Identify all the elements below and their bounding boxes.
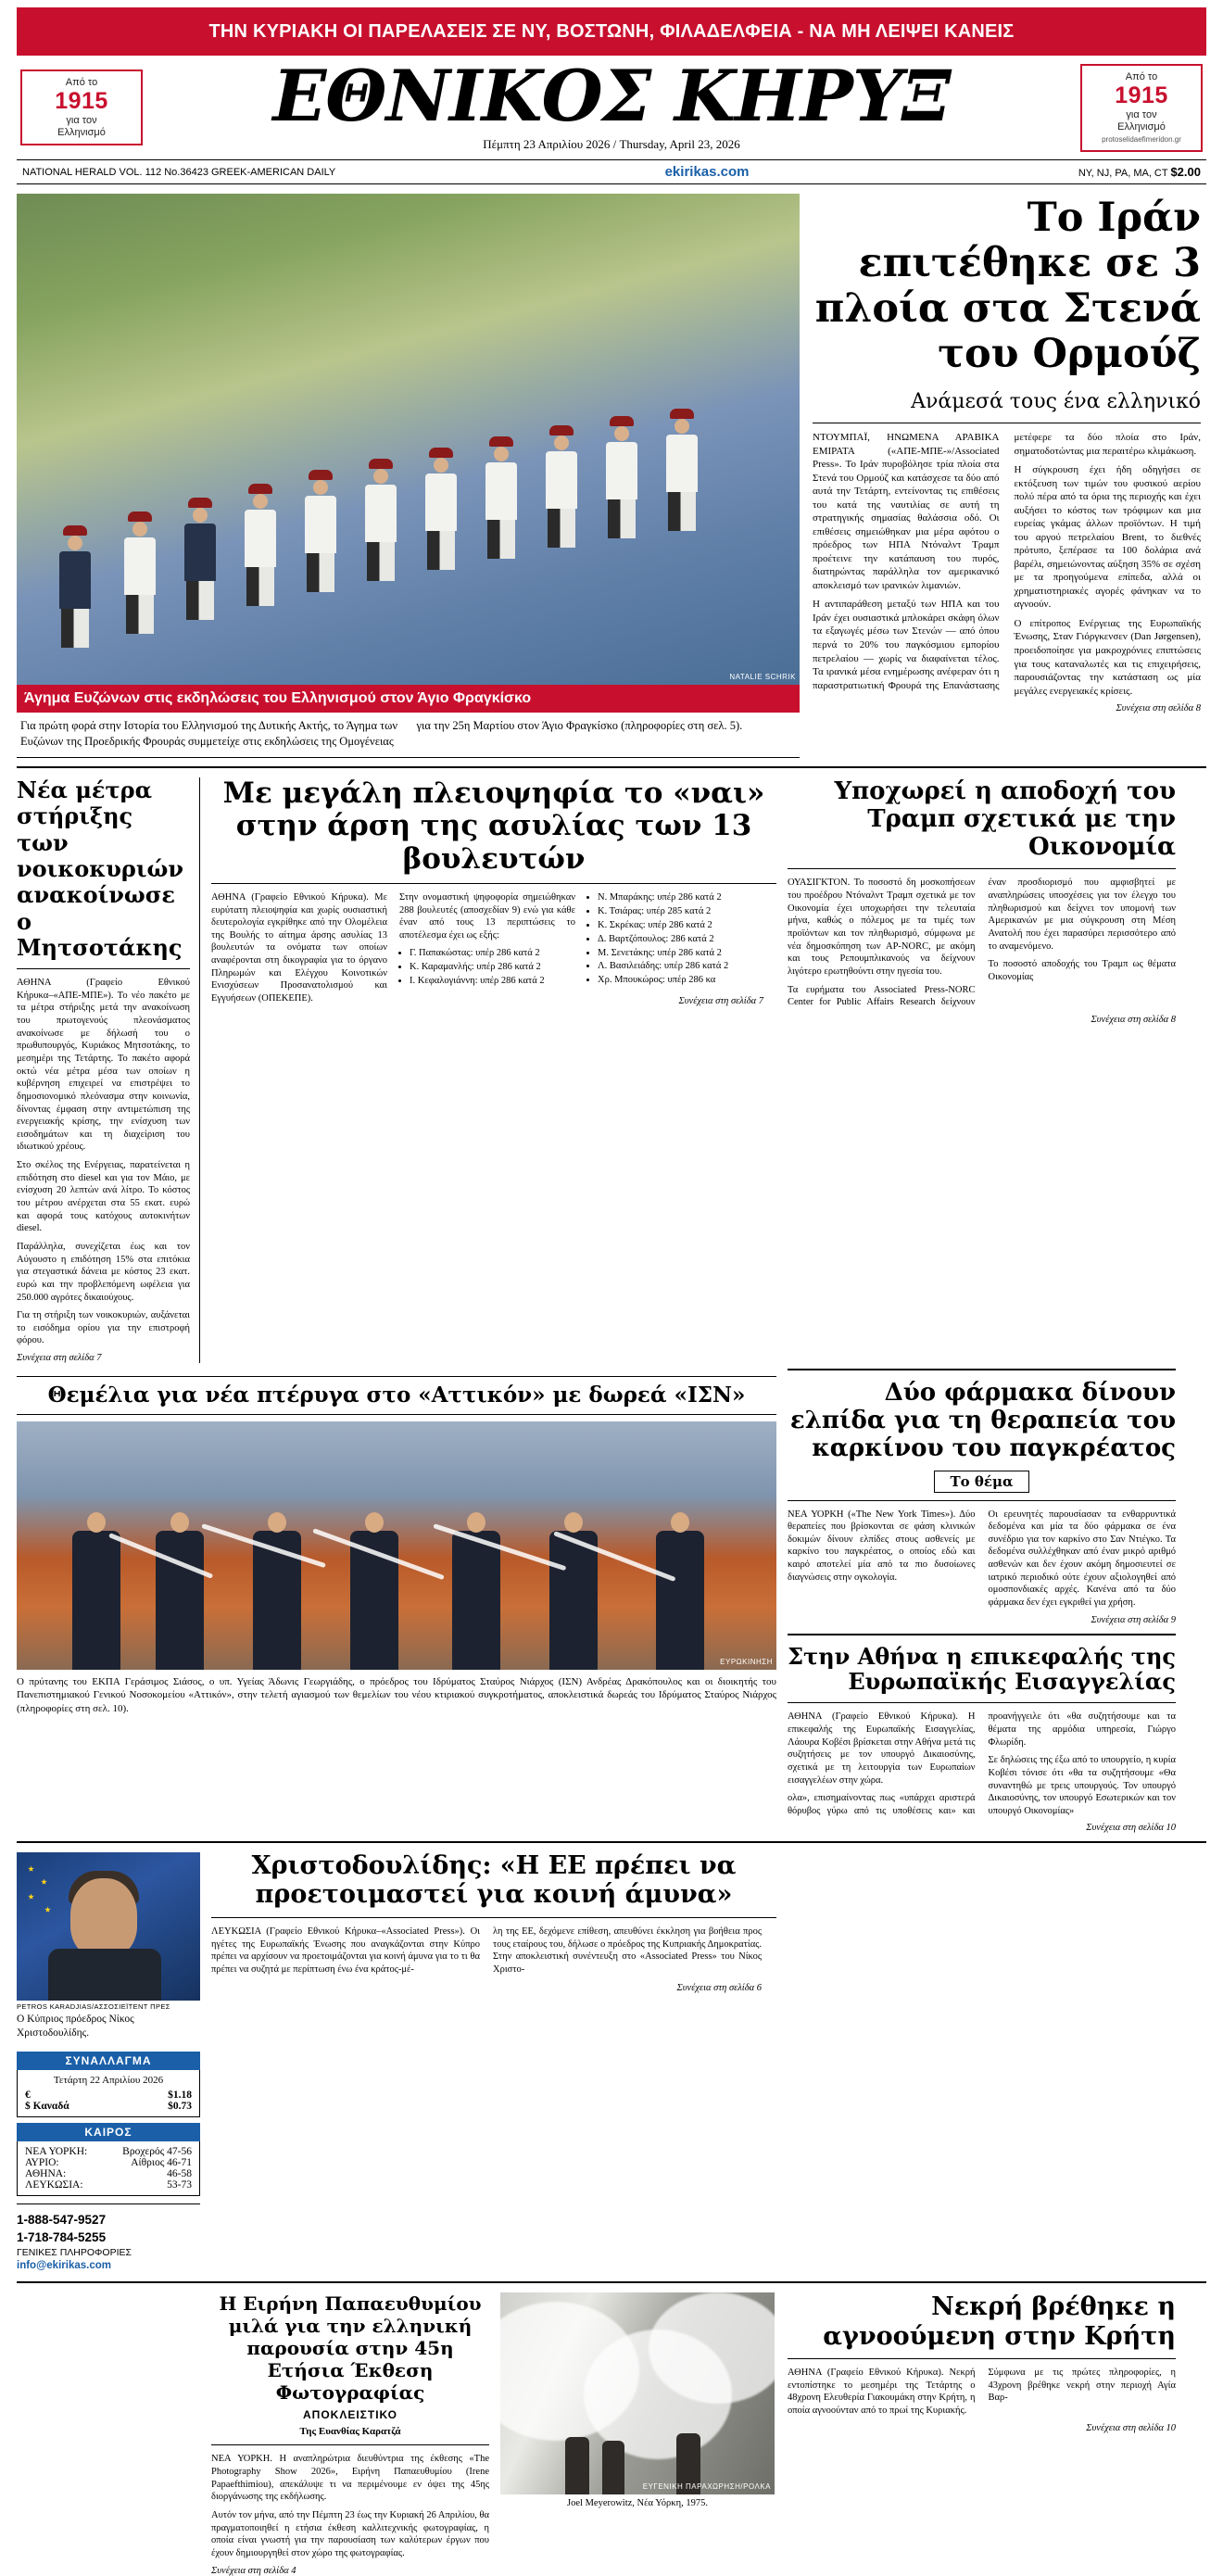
- exchange-value-0: $1.18: [168, 2090, 192, 2102]
- exchange-label-0: €: [25, 2090, 31, 2102]
- table-row: [25, 2168, 192, 2179]
- since-left-for: για τον: [66, 115, 97, 127]
- lead-photo: [17, 194, 800, 685]
- top-promo-banner: [17, 7, 1206, 56]
- iran-subhead: Ανάμεσά τους ένα ελληνικό: [813, 390, 1201, 423]
- since-right-year: 1915: [1115, 82, 1168, 109]
- since-box-right: [1080, 64, 1203, 152]
- photography-photo-caption: Joel Meyerowitz, Νέα Υόρκη, 1975.: [567, 2498, 708, 2509]
- issue-date: Πέμπτη 23 Απριλίου 2026 / Thursday, April 23, 2026: [483, 137, 740, 152]
- contact-phone-1[interactable]: 1-888-547-9527: [17, 2213, 107, 2228]
- eisaggelia-body: [788, 1711, 1176, 1817]
- weather-value-3: 53-73: [167, 2179, 192, 2191]
- photography-byline: Της Ευανθίας Καρατζά: [299, 2426, 401, 2438]
- mitsotakis-para-1: ΑΘΗΝΑ (Γραφείο Εθνικού Κήρυκα–«ΑΠΕ-ΜΠΕ»). Το νέο πακέτο με τα μέτρα στήριξης μετά την ανακοίνωση του πρωτογενούς πλεονάσματος ανακοίνωσε με δήλωσή του ο πρωθυπουργός, Κυριάκος Μητσοτάκης, το μεσημέρι της Τετάρτης. Το πακέτο αφορά οκτώ νέα μέτρα μέσα των οποίων η κυβέρνηση επιχειρεί να επιστρέψει το δημοσιονομικό πλεόνασμα στην κοινωνία, δίνοντας έμφαση στην αντιμετώπιση της ενεργειακής κρίσης, την ενίσχυση των εισοδημάτων και τη διαχείριση του ιδιωτικού χρέους.: [17, 978, 190, 1153]
- since-left-year: 1915: [55, 88, 108, 115]
- kriti-story: [788, 2292, 1176, 2575]
- price-amount: $2.00: [1170, 165, 1201, 180]
- asylia-col-1: [211, 891, 387, 1008]
- christodoulides-headline: Χριστοδουλίδης: «Η ΕΕ πρέπει να προετοιμαστεί για κοινή άμυνα»: [251, 1851, 737, 1910]
- weather-city-3: ΛΕΥΚΩΣΙΑ:: [25, 2179, 83, 2191]
- photography-body: [211, 2453, 489, 2559]
- isn-headline: Θεμέλια για νέα πτέρυγα στο «Αττικόν» με δωρεά «ΙΣΝ»: [17, 1376, 776, 1415]
- mitsotakis-body: [17, 977, 190, 1347]
- kyprios-photo-caption: Ο Κύπριος πρόεδρος Νίκος Χριστοδουλίδης.: [17, 2014, 134, 2039]
- pancreas-body: [788, 1509, 1176, 1610]
- photography-photo-credit: ΕΥΓΕΝΙΚΗ ΠΑΡΑΧΩΡΗΣΗ/ΡΟΛΚΑ: [642, 2482, 771, 2492]
- masthead: [17, 56, 1206, 154]
- pancreas-para-1: ΝΕΑ ΥΟΡΚΗ («The New York Times»). Δύο θεραπείες που βρίσκονται σε φάση κλινικών δοκιμών δίνουν ελπίδες στους ασθενείς με καρκίνο του παγκρέατος, ο οποίος εδώ και καιρό αποτελεί μία από τα πιο δυσοίωνες διαγνώσεις στην ογκολογία.: [788, 1509, 976, 1583]
- christodoulides-col-2: [493, 1926, 762, 1994]
- kriti-para-1: ΑΘΗΝΑ (Γραφείο Εθνικού Κήρυκα). Νεκρή εντοπίστηκε το μεσημέρι της Τετάρτης ο 48χρονη Ελευθερία Γιακουμάκη στην Κρήτη, η οποία αγνοούνταν από το πρωί της Κυριακής.: [788, 2368, 976, 2416]
- trump-econ-para-2: Τα ευρήματα του Associated Press-NORC Center for Public Affairs Research δείχνουν έναν προσδιορισμό που αμφισβητεί με αναπληρώσεις υποσχέσεις για τον έλεγχο του πληθωρισμού και δείχνει τον υπομονή των Αμερικανών με μια σύγκρουση στη Μέση Ανατολή που έχει παρασύρει περισσότερο από το αναμενόμενο.: [788, 878, 1176, 1008]
- christodoulides-para-1: ΛΕΥΚΩΣΙΑ (Γραφείο Εθνικού Κήρυκα–«Associated Press»). Οι ηγέτες της Ευρωπαϊκής Ένωσης που αναγκάζονται στην Κύπρο πρέπει να αρχίσουν να προετοιμάζονται για κοινή άμυνα για το τι θα πρέπει να συζητά με περίπτωση ένω ένα κράτος-μέ-: [211, 1926, 480, 1975]
- weather-city-2: ΑΘΗΝΑ:: [25, 2168, 67, 2180]
- isn-photo: [17, 1421, 776, 1670]
- trump-econ-para-1: ΟΥΑΣΙΓΚΤΟΝ. Το ποσοστό δη μοσκοπήσεων του προέδρου Ντόναλντ Τραμπ σχετικά με τον Οικονομία έχει υποχωρήσει την τελευταία μήνα, καθώς ο πόλεμος με τα τιμές των προϊόντων και τον πληθωρισμό, σύμφωνα με νέα δημοσκόπηση των AP-NORC, με ακόμη και τους Ρεπουμπλικανούς να δείχνουν λιγότερο ερωτηθούντι στην ηγεσία του.: [788, 878, 976, 977]
- exchange-value-1: $0.73: [168, 2101, 192, 2113]
- exchange-date: Τετάρτη 22 Απριλίου 2026: [53, 2075, 164, 2087]
- iran-headline: Το Ιράν επιτέθηκε σε 3 πλοία στα Στενά του Ορμούζ: [814, 195, 1201, 378]
- pancreas-continue[interactable]: Συνέχεια στη σελίδα 9: [1091, 1614, 1176, 1625]
- weather-city-0: ΝΕΑ ΥΟΡΚΗ:: [25, 2146, 88, 2158]
- isn-photo-credit: ΕΥΡΩΚΙΝΗΣΗ: [720, 1657, 773, 1666]
- table-row: [25, 2157, 192, 2168]
- table-row: [25, 2179, 192, 2191]
- asylia-continue[interactable]: Συνέχεια στη σελίδα 7: [678, 996, 763, 1007]
- mid-section: [17, 777, 1206, 1363]
- bottom-left-spacer: [17, 2292, 200, 2575]
- kyprios-photo-block: [17, 1852, 200, 2273]
- eisaggelia-para-2: ολα», επισημαίνοντας πως «υπάρχει αριστερά θόρυβος γύρω από τις υποθέσεις και» και προανήγγειλε ότι «θα συζητήσουμε και τα θέματα της αρμόδια υπηρεσία, Γιώργο Φλωρίδη.: [788, 1711, 1176, 1816]
- asylia-bullets-left: [399, 947, 575, 989]
- newspaper-page: [0, 7, 1223, 2576]
- weather-city-1: ΑΥΡΙΟ:: [25, 2157, 59, 2169]
- photography-para-2: Αυτόν τον μήνα, από την Πέμπτη 23 έως την Κυριακή 26 Απριλίου, θα πραγματοποιηθεί η ετήσια έκθεση καλλιτεχνικής φωτογραφίας, η οποία είναι γνωστή για την παρουσίαση των καλύτερων έργων που έχουν δημιουργηθεί στον χώρο της φωτογραφίας.: [211, 2510, 489, 2558]
- lead-photo-credit: NATALIE SCHRIK: [729, 673, 796, 682]
- table-row: [25, 2090, 192, 2101]
- eisaggelia-continue[interactable]: Συνέχεια στη σελίδα 10: [1086, 1823, 1176, 1834]
- lower-section: [17, 1852, 1206, 2273]
- trump-economy-continue[interactable]: Συνέχεια στη σελίδα 8: [1091, 1014, 1176, 1025]
- pancreas-para-2: Οι ερευνητές παρουσίασαν τα ενθαρρυντικά δεδομένα και μία τα δύο φάρμακα σε ένα συνέδριο για τον καρκίνο στο Σαν Ντιέγκο. Τα δεδομένα συλλέχθηκαν από έναν μικρό αριθμό ασθενών και δεν έχουν ακόμη δημοσιευτεί σε ιατρικό περιοδικό ούτε έχουν αξιολογηθεί από ομοσπονδιακές αρχές. Κανένα από τα δύο φάρμακα δεν έχει εγκριθεί για χρήση.: [988, 1509, 1176, 1609]
- eisaggelia-para-1: ΑΘΗΝΑ (Γραφείο Εθνικού Κήρυκα). Η επικεφαλής της Ευρωπαϊκής Εισαγγελίας, Λάουρα Κοβέσι βρίσκεται στην Αθήνα μετά τις συζητήσεις με τον υπουργό Δικαιοσύνης, σχετικά με τη λειτουργία των Ευρωπαίων εισαγγελέων στην χώρα.: [788, 1711, 976, 1786]
- iran-para-3: Η σύγκρουση έχει ήδη οδηγήσει σε εκτόξευση των τιμών του φυσικού αερίου πολύ πέρα από τα όρια της περιοχής και έχει αυξήσει το κόστος των τρόφιμων και μια ευρείας γκάμας άλλων προϊόντων. Η τιμή του αργού πετρελαίου Brent, το διεθνές πρότυπο, ξεπέρασε τα 100 δολάρια ανά βαρέλι, σημειώνοντας αύξηση 35% σε σχέση με τα προηγούμενα επίπεδα, αλλά οι χρηματιστηριακές αγορές φάνηκαν να το αγνοούν.: [1014, 464, 1201, 611]
- lead-photo-column: [17, 194, 800, 758]
- iran-continue[interactable]: Συνέχεια στη σελίδα 8: [1116, 703, 1201, 714]
- weather-value-1: Αίθριος 46-71: [131, 2157, 192, 2169]
- weather-value-2: 46-58: [167, 2168, 192, 2180]
- photography-text-block: [211, 2292, 489, 2575]
- mitsotakis-story: [17, 777, 200, 1363]
- iran-story: [813, 194, 1201, 758]
- volume-info: NATIONAL HERALD VOL. 112 No.36423 GREEK-AMERICAN DAILY: [22, 166, 336, 178]
- weather-value-0: Βροχερός 47-56: [122, 2146, 192, 2158]
- list-item: • Κ. Σκρέκας: υπέρ 286 κατά 2: [598, 919, 763, 933]
- info-bar: [17, 159, 1206, 184]
- iran-para-4: Ο επίτροπος Ενέργειας της Ευρωπαϊκής Ένωσης, Σταν Γιόργκενσεν (Dan Jørgensen), προειδοποίησε για μακροχρόνιες επιπτώσεις για τους καταναλωτές και τις επιχειρήσεις, παρουσιάζοντας την κατάσταση ως μία μεγάλες ενεργειακές κρίσεις.: [1014, 617, 1201, 697]
- list-item: • Λ. Βασιλειάδης: υπέρ 286 κατά 2: [598, 960, 763, 974]
- since-box-left: [20, 69, 143, 146]
- list-item: • Ι. Κεφαλογιάννη: υπέρ 286 κατά 2: [410, 975, 575, 989]
- price-info: [1078, 165, 1201, 179]
- asylia-bullets-right: [587, 891, 763, 988]
- iran-para-2: Η αντιπαράθεση μεταξύ των ΗΠΑ και του Ιράν έχει ουσιαστικά μπλοκάρει σκάφη όλων τα εξαγωγές μέσω των Στενών — από όπου περνά το 20% του παγκόσμιου εμπορίου πετρελαίου — χωρίς να διαφαίνεται τέλος. Τα ιρανικά μέσα ενημέρωσης ανέφεραν ότι η παραστρατιωτική Φρουρά της Επανάστασης μετέφερε τα δύο πλοία στο Ιράν, σηματοδοτώντας μια περαιτέρω κλιμάκωση.: [813, 432, 1201, 691]
- exchange-box: [17, 2070, 200, 2117]
- top-promo-text: ΤΗΝ ΚΥΡΙΑΚΗ ΟΙ ΠΑΡΕΛΑΣΕΙΣ ΣΕ ΝΥ, ΒΟΣΤΩΝΗ, ΦΙΛΑΔΕΛΦΕΙΑ - ΝΑ ΜΗ ΛΕΙΨΕΙ ΚΑΝΕΙΣ: [208, 20, 1015, 42]
- exchange-box-title: ΣΥΝΑΛΛΑΓΜΑ: [17, 2052, 200, 2070]
- list-item: • Κ. Τσιάρας: υπέρ 285 κατά 2: [598, 905, 763, 919]
- weather-box: [17, 2141, 200, 2196]
- christodoulides-col-1: [211, 1926, 480, 1994]
- trump-econ-para-3: Το ποσοστό αποδοχής του Τραμπ ως θέματα Οικονομίας: [988, 959, 1176, 982]
- mitsotakis-para-2: Στο σκέλος της Ενέργειας, παρατείνεται η επιδότηση στο diesel και για τον Μάιο, με ενίσχυση 20 λεπτών ανά λίτρο. Το κόστος του μέτρου ανέρχεται στα 55 εκατ. ευρώ και αφορά τους κατόχους αυτοκινήτων diesel.: [17, 1160, 190, 1234]
- photography-para-1: ΝΕΑ ΥΟΡΚΗ. Η αναπληρώτρια διευθύντρια της έκθεσης «The Photography Show 2026», Ειρήνη Παπαευθυμίου (Irene Papaefthimiou), απεκάλυψε τι να περιμένουμε εν όψει της 45ης διοργάνωσης της εκδήλωσης.: [211, 2454, 489, 2503]
- iran-para-1: ΝΤΟΥΜΠΑΪ, ΗΝΩΜΕΝΑ ΑΡΑΒΙΚΑ ΕΜΙΡΑΤΑ («ΑΠΕ-ΜΠΕ-»/Associated Press». Το Ιράν πυροβόλησε τρία πλοία στα Στενά του Ορμούζ και κατάσχεσε τα δύο από αυτά την Τετάρτη, εντείνοντας τις επιθέσεις του κατά της ναυτιλίας σε αυτή τη στρατηγικής σημασίας θαλάσσια οδό. Οι επιθέσεις σημειώθηκαν μια μέρα αφότου ο πρόεδρος των ΗΠΑ Ντόναλντ Τραμπ προέτεινε την κατάπαυση του πυρός, διατηρώντας παράλληλα τον αμερικανικό αποκλεισμό των ιρανικών λιμανιών.: [813, 432, 1000, 591]
- website-link[interactable]: ekirikas.com: [664, 164, 750, 181]
- lower-right-spacer: [788, 1852, 1176, 2273]
- since-left-from: Από το: [65, 76, 98, 88]
- contact-label: ΓΕΝΙΚΕΣ ΠΛΗΡΟΦΟΡΙΕΣ: [17, 2246, 132, 2258]
- photography-headline: Η Ειρήνη Παπαευθυμίου μιλά για την ελληνική παρουσία στην 45η Ετήσια Έκθεση Φωτογραφίας: [219, 2292, 482, 2405]
- table-row: [25, 2101, 192, 2112]
- asylia-story: [211, 777, 776, 1363]
- list-item: • Κ. Καραμανλής: υπέρ 286 κατά 2: [410, 961, 575, 975]
- kriti-body: [788, 2367, 1176, 2418]
- photography-photo-block: [500, 2292, 775, 2575]
- list-item: • Δ. Βαρτζόπουλος: 286 κατά 2: [598, 933, 763, 947]
- pancreas-headline: Δύο φάρμακα δίνουν ελπίδα για τη θεραπεία του καρκίνου του παγκρέατος: [789, 1379, 1176, 1463]
- isn-photo-caption: Ο πρύτανης του ΕΚΠΑ Γεράσιμος Σιάσος, ο υπ. Υγείας Άδωνις Γεωργιάδης, ο πρόεδρος του Ιδρύματος Σταύρος Νιάρχος (ΙΣΝ) Ανδρέας Δρακόπουλος και οι διοικητής του Πανεπιστημιακού Γενικού Νοσοκομείου «Αττικόν», στην τελετή αγιασμού των θεμελίων του νέου κτιριακού συγκροτήματος, αποκλειστικά δωρεάς του Ιδρύματος Σταύρος Νιάρχος (πληροφορίες στη σελ. 10).: [17, 1675, 776, 1715]
- mitsotakis-continue[interactable]: Συνέχεια στη σελίδα 7: [17, 1353, 102, 1364]
- photography-photo: [500, 2292, 775, 2494]
- kyprios-photo: [17, 1852, 200, 2001]
- exclusive-badge: ΑΠΟΚΛΕΙΣΤΙΚΟ: [303, 2408, 397, 2422]
- photography-continue[interactable]: Συνέχεια στη σελίδα 4: [211, 2565, 296, 2576]
- mitsotakis-headline: Νέα μέτρα στήριξης των νοικοκυριών ανακοίνωσε ο Μητσοτάκης: [17, 776, 183, 961]
- asylia-para-1: ΑΘΗΝΑ (Γραφείο Εθνικού Κήρυκα). Με ευρύτατη πλειοψηφία και χωρίς ουσιαστική δευτερολογία εγκρίθηκε από την Ολομέλεια της Βουλής το αίτημα άρσης ασυλίας 13 βουλευτών τα ονόματα των οποίων αναφέρονται στη δικογραφία για το όργανο Πληρωμών και Ελέγχου Κοινοτικών Ενισχύσεων Προσανατολισμού και Εγγυήσεων (ΟΠΕΚΕΠΕ).: [211, 891, 387, 1004]
- kriti-continue[interactable]: Συνέχεια στη σελίδα 10: [1086, 2422, 1176, 2433]
- asylia-col-3: [587, 891, 763, 1008]
- list-item: • Χρ. Μπουκώρος: υπέρ 286 κα: [598, 974, 763, 988]
- kriti-para-2: Σύμφωνα με τις πρώτες πληροφορίες, η 43χρονη βρέθηκε νεκρή στην περιοχή Αγία Βαρ-: [988, 2368, 1176, 2404]
- since-right-what: Ελληνισμό: [1117, 120, 1166, 133]
- price-regions: NY, NJ, PA, MA, CT: [1078, 168, 1168, 180]
- kyprios-photo-credit: PETROS KARADJIAS/ΑΣΣΟΣΙΕΪΤΕΝΤ ΠΡΕΣ: [17, 2002, 170, 2012]
- since-right-from: Από το: [1125, 70, 1158, 82]
- lead-photo-caption-strip: Άγημα Ευζώνων στις εκδηλώσεις του Ελληνισμού στον Άγιο Φραγκίσκο: [17, 685, 800, 713]
- asylia-headline: Με μεγάλη πλειοψηφία το «ναι» στην άρση της ασυλίας των 13 βουλευτών: [222, 776, 765, 876]
- since-right-for: για τον: [1126, 109, 1157, 121]
- contact-phone-2[interactable]: 1-718-784-5255: [17, 2229, 107, 2244]
- photography-story: [211, 2292, 776, 2575]
- kriti-headline: Νεκρή βρέθηκε η αγνοούμενη στην Κρήτη: [823, 2292, 1176, 2351]
- iran-body: [813, 431, 1201, 698]
- mitsotakis-para-3: Παράλληλα, συνεχίζεται έως και τον Αύγουστο η επιδότηση 15% στα επιτόκια για στεγαστικά δάνεια με κόστος 23 εκατ. ευρώ και την προβλεπόμενη ωφέλεια για 250.000 αγρότες δικαιούχους.: [17, 1241, 190, 1303]
- eisaggelia-para-3: Σε δηλώσεις της έξω από το υπουργείο, η κυρία Κοβέσι τόνισε ότι «θα τα συζητήσουμε «Θα συναντηθώ με τρεις υπουργούς. Τον υπουργό Δικαιοσύνης, τον υπουργό Εσωτερικών και τον υπουργό Οικονομίας»: [988, 1755, 1176, 1816]
- trump-economy-story: [788, 777, 1176, 1363]
- trump-economy-body: [788, 877, 1176, 1008]
- exchange-label-1: $ Καναδά: [25, 2101, 69, 2113]
- christodoulides-para-2: λη της ΕΕ, δεχόμενε επίθεση, απευθύνει έκκληση για βοήθεια προς τους εταίρους του, δήλωσε ο πρόεδρος της Κυπριακής Δημοκρατίας. Στην αποκλειστική συνέντευξη στο «Associated Press» του Νίκος Χριστο-: [493, 1926, 762, 1975]
- asylia-col-2: [399, 891, 575, 1008]
- isn-story: [17, 1369, 776, 1833]
- pancreas-story: [788, 1369, 1176, 1833]
- isn-section: [17, 1369, 1206, 1833]
- christodoulides-story: [211, 1852, 776, 2273]
- topic-badge: Το θέμα: [934, 1471, 1028, 1493]
- trump-economy-headline: Υποχωρεί η αποδοχή του Τραμπ σχετικά με την Οικονομία: [834, 777, 1176, 862]
- list-item: • Μ. Σενετάκης: υπέρ 286 κατά 2: [598, 947, 763, 961]
- mitsotakis-para-4: Για τη στήριξη των νοικοκυριών, αυξάνεται το εισόδημα ορίου για την επιστροφή φόρου.: [17, 1310, 190, 1346]
- list-item: • Γ. Παπακώστας: υπέρ 286 κατά 2: [410, 947, 575, 961]
- list-item: • Ν. Μπαράκης: υπέρ 286 κατά 2: [598, 891, 763, 905]
- main-top-section: [17, 194, 1206, 758]
- masthead-logo: [143, 55, 1080, 152]
- weather-box-title: ΚΑΙΡΟΣ: [17, 2123, 200, 2141]
- contact-email[interactable]: info@ekirikas.com: [17, 2259, 111, 2271]
- newspaper-title: ΕΘΝΙΚΟΣ ΚΗΡΥΞ: [272, 55, 951, 137]
- christodoulides-continue[interactable]: Συνέχεια στη σελίδα 6: [676, 1982, 762, 1993]
- eisaggelia-headline: Στην Αθήνα η επικεφαλής της Ευρωπαϊκής Εισαγγελίας: [788, 1642, 1176, 1696]
- table-row: [25, 2146, 192, 2157]
- bottom-section: [17, 2292, 1206, 2575]
- since-left-what: Ελληνισμό: [57, 126, 106, 138]
- asylia-para-2: Στην ονομαστική ψηφοφορία σημειώθηκαν 288 βουλευτές (αποσχεδίαν 9) ενώ για κάθε έναν από τους 13 περιπτώσεις το αποτέλεσμα έχει ως εξής:: [399, 891, 575, 941]
- lead-photo-caption-text: Για πρώτη φορά στην Ιστορία του Ελληνισμού της Δυτικής Ακτής, το Άγημα των Ευζώνων της Προεδρικής Φρουράς συμμετείχε στις εκδηλώσεις της Ομογένειας για την 25η Μαρτίου στον Άγιο Φραγκίσκο (πληροφορίες στη σελ. 5).: [17, 713, 800, 758]
- contact-block: [17, 2212, 200, 2273]
- since-right-url: protoselidaefimeridon.gr: [1102, 135, 1181, 145]
